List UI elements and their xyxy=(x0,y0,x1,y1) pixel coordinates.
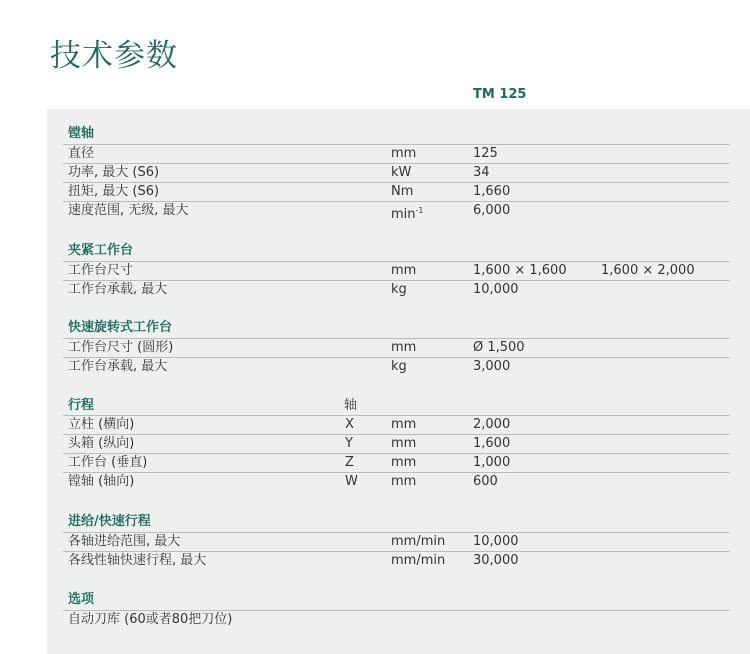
unit-exponent: -1 xyxy=(415,206,424,215)
page-title: 技术参数 xyxy=(50,38,178,74)
row-value: 3,000 xyxy=(473,359,511,374)
section-title-feed-rapid: 进给/快速行程 xyxy=(68,514,151,529)
row-value: 10,000 xyxy=(473,282,519,297)
row-label: 功率, 最大 (S6) xyxy=(68,165,160,180)
table-row xyxy=(63,280,730,299)
row-value: 34 xyxy=(473,165,490,180)
row-label: 镗轴 (轴向) xyxy=(68,474,135,489)
row-value: 6,000 xyxy=(473,203,511,218)
row-value: 600 xyxy=(473,474,498,489)
row-label: 立柱 (横向) xyxy=(68,417,135,432)
row-value: 1,000 xyxy=(473,455,511,470)
row-value: Ø 1,500 xyxy=(473,340,525,355)
row-unit: mm xyxy=(391,436,417,451)
row-axis: W xyxy=(345,474,358,489)
table-row xyxy=(63,144,730,163)
axis-column-header: 轴 xyxy=(344,398,358,413)
row-label: 自动刀库 (60或者80把刀位) xyxy=(68,612,233,627)
row-unit: kW xyxy=(391,165,412,180)
table-row xyxy=(63,201,730,220)
row-label: 工作台承载, 最大 xyxy=(68,359,168,374)
table-row xyxy=(63,261,730,280)
row-value-alt: 1,600 × 2,000 xyxy=(601,263,695,278)
table-row xyxy=(63,182,730,201)
row-axis: X xyxy=(345,417,354,432)
row-unit: kg xyxy=(391,282,407,297)
row-unit: mm/min xyxy=(391,534,446,549)
row-unit: Nm xyxy=(391,184,414,199)
section-title-rotary-table: 快速旋转式工作台 xyxy=(68,320,173,335)
row-unit: mm xyxy=(391,474,417,489)
row-unit: mm xyxy=(391,340,417,355)
row-value: 2,000 xyxy=(473,417,511,432)
row-label: 速度范围, 无级, 最大 xyxy=(68,203,189,218)
row-label: 工作台尺寸 xyxy=(68,263,134,278)
table-row xyxy=(63,163,730,182)
row-unit: mm xyxy=(391,146,417,161)
table-row xyxy=(63,434,730,453)
row-value: 1,660 xyxy=(473,184,511,199)
row-unit: mm xyxy=(391,263,417,278)
row-label: 直径 xyxy=(68,146,95,161)
row-value: 125 xyxy=(473,146,498,161)
table-row xyxy=(63,532,730,551)
table-row xyxy=(63,453,730,472)
row-value: 1,600 × 1,600 xyxy=(473,263,567,278)
row-unit: mm/min xyxy=(391,553,446,568)
row-label: 工作台 (垂直) xyxy=(68,455,148,470)
table-row xyxy=(63,338,730,357)
row-unit: mm xyxy=(391,417,417,432)
row-label: 各轴进给范围, 最大 xyxy=(68,534,181,549)
row-unit: kg xyxy=(391,359,407,374)
table-row xyxy=(63,357,730,376)
row-unit xyxy=(391,201,424,224)
section-title-spindle: 镗轴 xyxy=(68,126,95,141)
row-label: 扭矩, 最大 (S6) xyxy=(68,184,160,199)
table-row xyxy=(63,472,730,491)
table-row xyxy=(63,610,730,629)
model-header: TM 125 xyxy=(473,87,527,102)
row-value: 10,000 xyxy=(473,534,519,549)
row-label: 头箱 (纵向) xyxy=(68,436,135,451)
section-title-travel: 行程 xyxy=(68,398,95,413)
row-axis: Z xyxy=(345,455,354,470)
row-label: 各线性轴快速行程, 最大 xyxy=(68,553,207,568)
row-label: 工作台承载, 最大 xyxy=(68,282,168,297)
section-title-clamping-table: 夹紧工作台 xyxy=(68,243,134,258)
table-row xyxy=(63,415,730,434)
table-row xyxy=(63,551,730,570)
row-label: 工作台尺寸 (圆形) xyxy=(68,340,174,355)
row-value: 1,600 xyxy=(473,436,511,451)
section-title-options: 选项 xyxy=(68,592,95,607)
row-axis: Y xyxy=(345,436,353,451)
row-unit: mm xyxy=(391,455,417,470)
row-value: 30,000 xyxy=(473,553,519,568)
unit-base: min xyxy=(391,207,416,222)
